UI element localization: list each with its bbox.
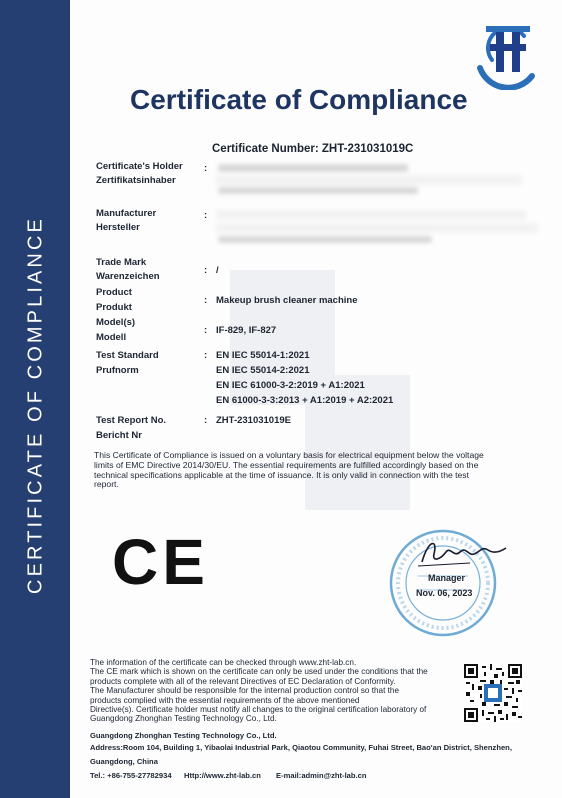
redacted-manufacturer-line2 (216, 223, 538, 233)
company-name: Guangdong Zhonghan Testing Technology Co., Ltd. (90, 731, 277, 740)
sidebar-band (0, 0, 70, 798)
redacted-holder-line3 (218, 187, 418, 194)
standard-item: EN IEC 55014-2:2021 (216, 365, 310, 376)
redacted-holder-line1 (218, 164, 408, 172)
company-address: Address:Room 104, Building 1, Yibaolai Industrial Park, Qiaotou Community, Fuhai Street, Bao'an District, Shenzhen, (90, 743, 512, 752)
statement-line: technical specifications applicable at the time of issuance. It is only valid in connection with the test (94, 469, 469, 480)
footer-note-line: Guangdong Zhonghan Testing Technology Co., Ltd. (90, 714, 277, 724)
redacted-manufacturer-line3 (218, 236, 432, 243)
report-colon: : (204, 415, 208, 426)
holder-label-en: Certificate's Holder (96, 161, 183, 172)
holder-label-de: Zertifikatsinhaber (96, 175, 176, 186)
footer-note-line: products complete with all of the relevant Directives of EC Declaration of Conformity. (90, 676, 396, 686)
footer-note-line: The CE mark which is shown on the certificate can only be used under the conditions that the (90, 667, 428, 677)
model-value: IF-829, IF-827 (216, 325, 277, 336)
company-website[interactable]: Http://www.zht-lab.cn (184, 771, 261, 780)
statement-paragraph (94, 451, 534, 490)
redacted-manufacturer-line1 (216, 210, 526, 220)
manager-title: Manager (428, 573, 466, 583)
footer-note-line: The Manufacturer should be responsible for the internal production control so that the (90, 686, 400, 696)
qr-code-icon (464, 664, 522, 722)
report-label-en: Test Report No. (96, 415, 167, 426)
manufacturer-label-en: Manufacturer (96, 208, 157, 219)
standard-item: EN IEC 61000-3-2:2019 + A1:2021 (216, 380, 365, 391)
redacted-holder-line2 (216, 175, 522, 185)
product-colon: : (204, 295, 208, 306)
product-label-en: Product (96, 287, 132, 298)
report-label-de: Bericht Nr (96, 430, 142, 441)
lab-logo-icon (472, 20, 542, 90)
model-colon: : (204, 325, 208, 336)
model-label-de: Modell (96, 332, 127, 343)
trademark-value: / (216, 265, 219, 276)
statement-line: limits of EMC Directive 2014/30/EU. The essential requirements are fulfilled accordingly based on the (94, 459, 479, 470)
company-address-line2: Guangdong, China (90, 757, 158, 766)
statement-line: This Certificate of Compliance is issued on a voluntary basis for electrical equipment below the voltage (94, 450, 484, 460)
footer-note-line: The information of the certificate can be checked through www.zht-lab.cn. (90, 658, 357, 667)
standard-item: EN IEC 55014-1:2021 (216, 350, 310, 361)
product-label-de: Produkt (96, 302, 132, 313)
company-tel: Tel.: +86-755-27782934 (90, 771, 172, 780)
manufacturer-label-de: Hersteller (96, 222, 140, 233)
signature (410, 532, 510, 572)
standard-item: EN 61000-3-3:2013 + A1:2019 + A2:2021 (216, 395, 394, 406)
model-label-en: Model(s) (96, 317, 136, 328)
trademark-label-de: Warenzeichen (96, 271, 160, 282)
footer-note-line: Directive(s). Certificate holder must notify all changes to the original certification laboratory of (90, 705, 427, 715)
statement-line: report. (94, 479, 119, 490)
issue-date: Nov. 06, 2023 (416, 588, 473, 598)
certificate-number: Certificate Number: ZHT-231031019C (212, 143, 414, 155)
manufacturer-colon: : (204, 210, 208, 221)
standard-colon: : (204, 350, 208, 361)
company-email[interactable]: E-mail:admin@zht-lab.cn (276, 771, 367, 780)
trademark-label-en: Trade Mark (96, 257, 147, 268)
footer-notes (90, 658, 450, 724)
ce-mark: CE (112, 526, 209, 598)
standard-label-de: Prufnorm (96, 365, 139, 376)
standard-label-en: Test Standard (96, 350, 159, 361)
page-title: Certificate of Compliance (130, 84, 468, 115)
footer-note-line: products complied with the essential requirements of the above mentioned (90, 695, 360, 705)
trademark-colon: : (204, 265, 208, 276)
holder-colon: : (204, 163, 208, 174)
report-value: ZHT-231031019E (216, 415, 291, 426)
product-value: Makeup brush cleaner machine (216, 295, 358, 306)
sidebar-vertical-title: CERTIFICATE OF COMPLIANCE (24, 216, 47, 594)
